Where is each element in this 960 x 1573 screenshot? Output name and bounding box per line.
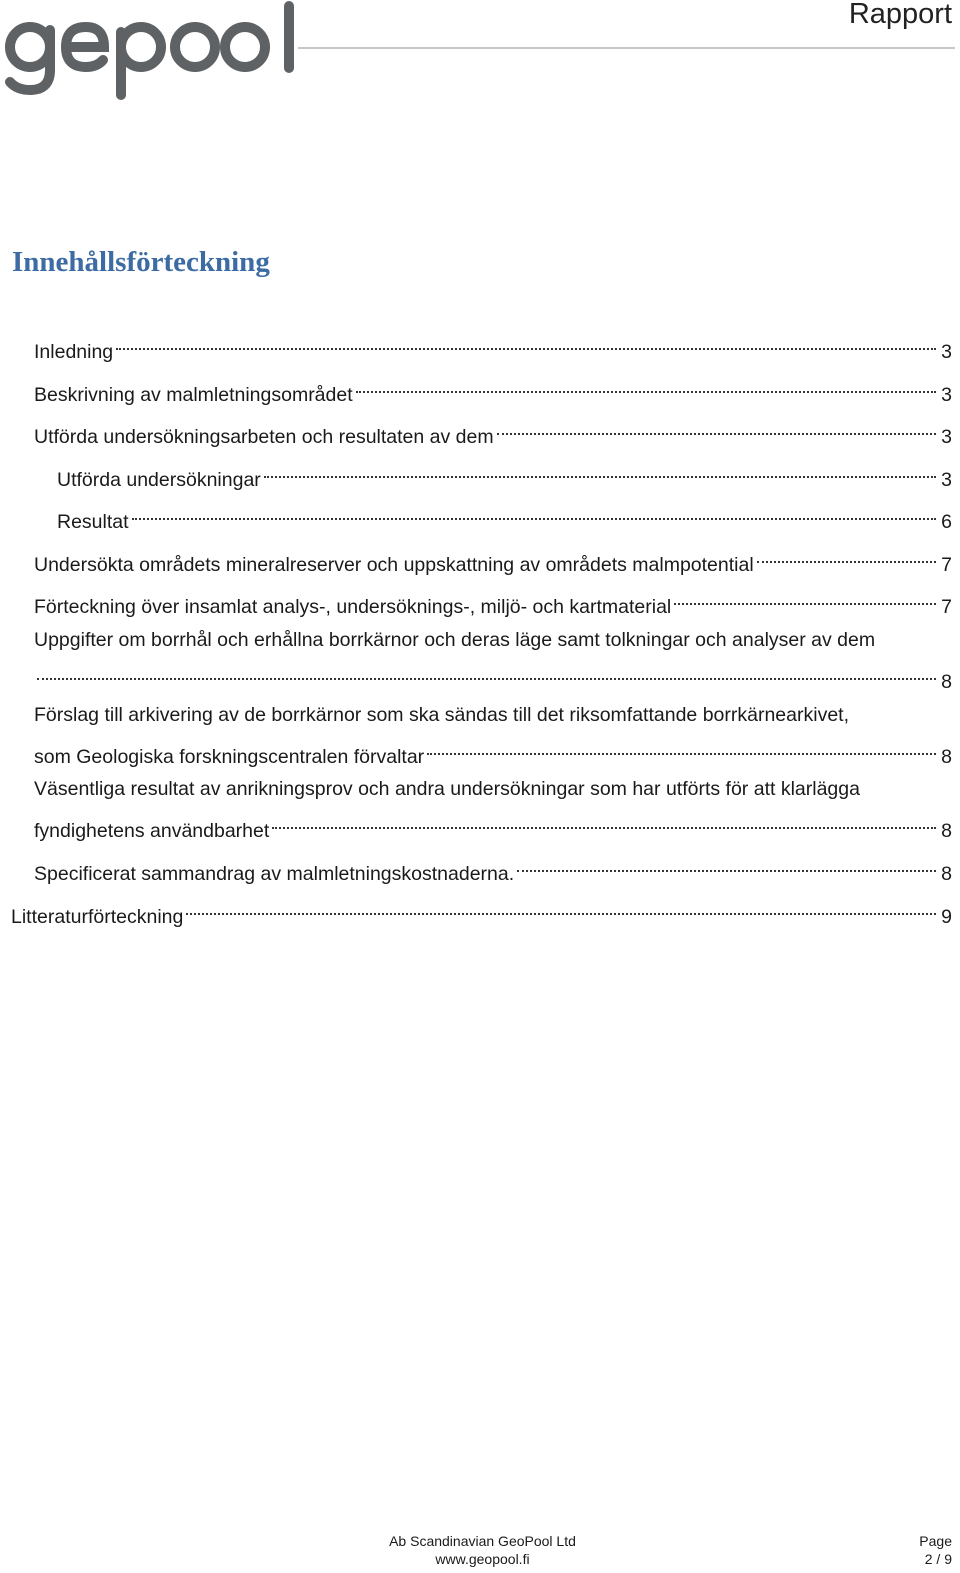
toc-entry-label: Inledning xyxy=(34,341,114,363)
dot-leader xyxy=(494,411,940,443)
toc-entry-label: Utförda undersökningsarbeten och resultaten av dem xyxy=(34,426,494,448)
toc-entry-page: 3 xyxy=(941,426,952,448)
toc-entry-page: 3 xyxy=(941,341,952,363)
toc-entry-label: Utförda undersökningar xyxy=(57,469,261,491)
toc-title: Innehållsförteckning xyxy=(12,246,270,278)
toc-entry[interactable] xyxy=(34,539,952,577)
toc-entry-page: 3 xyxy=(941,469,952,491)
footer-page xyxy=(919,1532,952,1568)
toc-entry[interactable] xyxy=(11,891,952,929)
dot-leader xyxy=(424,731,939,763)
dot-leader xyxy=(129,496,940,528)
toc-entry-page: 8 xyxy=(941,820,952,842)
dot-leader xyxy=(34,656,939,688)
website-link[interactable]: www.geopool.fi xyxy=(435,1551,530,1567)
dot-leader xyxy=(514,848,939,880)
dot-leader xyxy=(269,805,939,837)
dot-leader xyxy=(671,581,939,613)
toc-entry[interactable] xyxy=(57,496,952,534)
toc-entry[interactable] xyxy=(34,699,952,769)
toc-entry-label-end: som Geologiska forskningscentralen förvaltar xyxy=(34,746,425,768)
toc-entry[interactable] xyxy=(34,581,952,619)
page-label: Page xyxy=(919,1533,952,1549)
toc-entry-page: 7 xyxy=(941,596,952,618)
toc-entry[interactable] xyxy=(34,624,952,694)
company-name: Ab Scandinavian GeoPool Ltd xyxy=(389,1533,576,1549)
toc-entry-page: 8 xyxy=(941,671,952,693)
toc-entry-label: Resultat xyxy=(57,511,129,533)
toc-entry-page: 8 xyxy=(941,863,952,885)
dot-leader xyxy=(353,369,940,401)
report-label: Rapport xyxy=(848,0,952,30)
toc-entry-label: Beskrivning av malmletningsområdet xyxy=(34,384,353,406)
toc-entry[interactable] xyxy=(34,848,952,886)
geopool-logo xyxy=(0,0,300,100)
toc-entry-page: 3 xyxy=(941,384,952,406)
toc-entry-page: 9 xyxy=(941,906,952,928)
toc-entry-label-end: fyndighetens användbarhet xyxy=(34,820,270,842)
toc-entry[interactable] xyxy=(34,369,952,407)
footer-company xyxy=(360,1532,605,1568)
toc-entry-label: Förteckning över insamlat analys-, undersöknings-, miljö- och kartmaterial xyxy=(34,596,672,618)
toc-entry-label: Uppgifter om borrhål och erhållna borrkärnor och deras läge samt tolkningar och analyser av dem xyxy=(34,629,876,651)
toc-entry-page: 6 xyxy=(941,511,952,533)
dot-leader xyxy=(113,326,939,358)
toc-entry[interactable] xyxy=(34,411,952,449)
toc-entry[interactable] xyxy=(57,454,952,492)
header-rule xyxy=(298,47,955,49)
toc-entry-label: Väsentliga resultat av anrikningsprov och andra undersökningar som har utförts för att klarlägga xyxy=(34,778,860,800)
dot-leader xyxy=(261,454,939,486)
toc-entry[interactable] xyxy=(34,326,952,364)
toc-entry-label: Litteraturförteckning xyxy=(11,906,184,928)
dot-leader xyxy=(183,891,939,923)
toc-entry[interactable] xyxy=(34,773,952,843)
toc-entry-label: Förslag till arkivering av de borrkärnor som ska sändas till det riksomfattande borrkärnearkivet, xyxy=(34,704,850,726)
toc-entry-page: 7 xyxy=(941,554,952,576)
toc-entry-page: 8 xyxy=(941,746,952,768)
toc-entry-label: Undersökta områdets mineralreserver och uppskattning av områdets malmpotential xyxy=(34,554,754,576)
toc-entry-label: Specificerat sammandrag av malmletningskostnaderna. xyxy=(34,863,515,885)
page-number: 2 / 9 xyxy=(924,1551,952,1567)
dot-leader xyxy=(754,539,939,571)
